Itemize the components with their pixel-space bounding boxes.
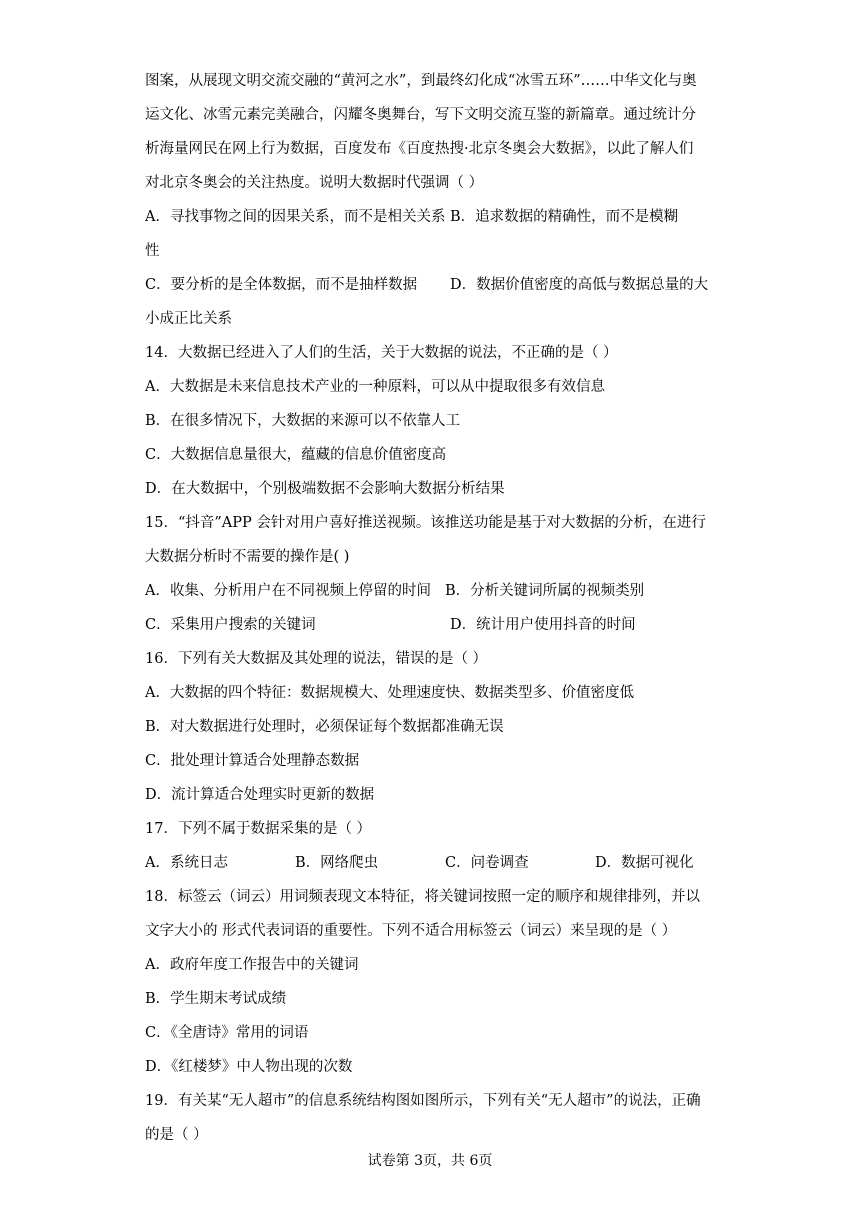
question-14-option-c: C．大数据信息量很大，蕴藏的信息价值密度高 — [145, 447, 447, 463]
question-18-option-c: C．《全唐诗》常用的词语 — [145, 1025, 309, 1041]
question-14-stem: 14．大数据已经进入了人们的生活，关于大数据的说法，不正确的是（ ） — [145, 345, 618, 361]
question-19 — [145, 1084, 715, 1152]
question-18 — [145, 880, 715, 1084]
question-15-option-b: B．分析关键词所属的视频类别 — [445, 583, 645, 599]
question-15-option-d: D．统计用户使用抖音的时间 — [450, 617, 636, 633]
question-13-options-cd — [145, 268, 715, 302]
question-14 — [145, 336, 715, 506]
question-18-stem-line-1: 18．标签云（词云）用词频表现文本特征，将关键词按照一定的顺序和规律排列，并以 — [145, 889, 700, 905]
question-13-stem-line-4: 对北京冬奥会的关注热度。说明大数据时代强调（ ） — [145, 175, 484, 191]
question-13-option-d: D．数据价值密度的高低与数据总量的大 — [450, 277, 709, 293]
question-16-option-b: B．对大数据进行处理时，必须保证每个数据都准确无误 — [145, 719, 504, 735]
question-16-option-d: D．流计算适合处理实时更新的数据 — [145, 787, 375, 803]
question-18-option-d: D．《红楼梦》中人物出现的次数 — [145, 1059, 353, 1075]
question-17 — [145, 812, 715, 880]
question-18-stem-line-2: 文字大小的 形式代表词语的重要性。下列不适合用标签云（词云）来呈现的是（ ） — [145, 923, 677, 939]
question-15-options-ab — [145, 574, 715, 608]
question-13-option-d-continued: 小成正比关系 — [145, 311, 232, 327]
question-18-option-a: A．政府年度工作报告中的关键词 — [145, 957, 359, 973]
question-13-stem-line-2: 运文化、冰雪元素完美融合，闪耀冬奥舞台，写下文明交流互鉴的新篇章。通过统计分 — [145, 107, 696, 123]
page-footer: 试卷第 3页，共 6页 — [367, 1153, 493, 1169]
question-17-option-b: B．网络爬虫 — [295, 855, 379, 871]
question-15-options-cd — [145, 608, 715, 642]
question-15-stem-line-1: 15．“抖音”APP 会针对用户喜好推送视频。该推送功能是基于对大数据的分析，在进行 — [145, 515, 706, 531]
question-17-option-d: D．数据可视化 — [595, 855, 694, 871]
question-14-option-b: B．在很多情况下，大数据的来源可以不依靠人工 — [145, 413, 461, 429]
question-15-option-a: A．收集、分析用户在不同视频上停留的时间 — [145, 583, 431, 599]
question-13-option-b-continued: 性 — [145, 243, 160, 259]
question-13-option-a: A．寻找事物之间的因果关系，而不是相关关系 — [145, 209, 446, 225]
question-13-stem-line-3: 析海量网民在网上行为数据，百度发布《百度热搜·北京冬奥会大数据》，以此了解人们 — [145, 141, 694, 157]
question-13-option-b: B．追求数据的精确性，而不是模糊 — [450, 209, 679, 225]
question-17-options — [145, 846, 715, 880]
question-13-stem-line-1: 图案，从展现文明交流交融的“黄河之水”，到最终幻化成“冰雪五环”……中华文化与奥 — [145, 73, 697, 89]
question-19-stem-line-1: 19．有关某“无人超市”的信息系统结构图如图所示，下列有关“无人超市”的说法，正确 — [145, 1093, 701, 1109]
question-13-option-c: C．要分析的是全体数据，而不是抽样数据 — [145, 277, 418, 293]
question-15-stem-line-2: 大数据分析时不需要的操作是( ) — [145, 549, 350, 565]
question-17-option-c: C．问卷调查 — [445, 855, 529, 871]
question-16-option-a: A．大数据的四个特征：数据规模大、处理速度快、数据类型多、价值密度低 — [145, 685, 634, 701]
question-19-stem-line-2: 的是（ ） — [145, 1127, 208, 1143]
question-17-stem: 17．下列不属于数据采集的是（ ） — [145, 821, 372, 837]
question-14-option-d: D．在大数据中，个别极端数据不会影响大数据分析结果 — [145, 481, 505, 497]
question-15-option-c: C．采集用户搜索的关键词 — [145, 617, 316, 633]
question-16-stem: 16．下列有关大数据及其处理的说法，错误的是（ ） — [145, 651, 488, 667]
question-14-option-a: A．大数据是未来信息技术产业的一种原料，可以从中提取很多有效信息 — [145, 379, 605, 395]
question-18-option-b: B．学生期末考试成绩 — [145, 991, 287, 1007]
page-content — [145, 64, 715, 1152]
question-13-options-ab — [145, 200, 715, 234]
question-16 — [145, 642, 715, 812]
question-16-option-c: C．批处理计算适合处理静态数据 — [145, 753, 360, 769]
question-15 — [145, 506, 715, 642]
question-13 — [145, 64, 715, 336]
question-17-option-a: A．系统日志 — [145, 855, 228, 871]
